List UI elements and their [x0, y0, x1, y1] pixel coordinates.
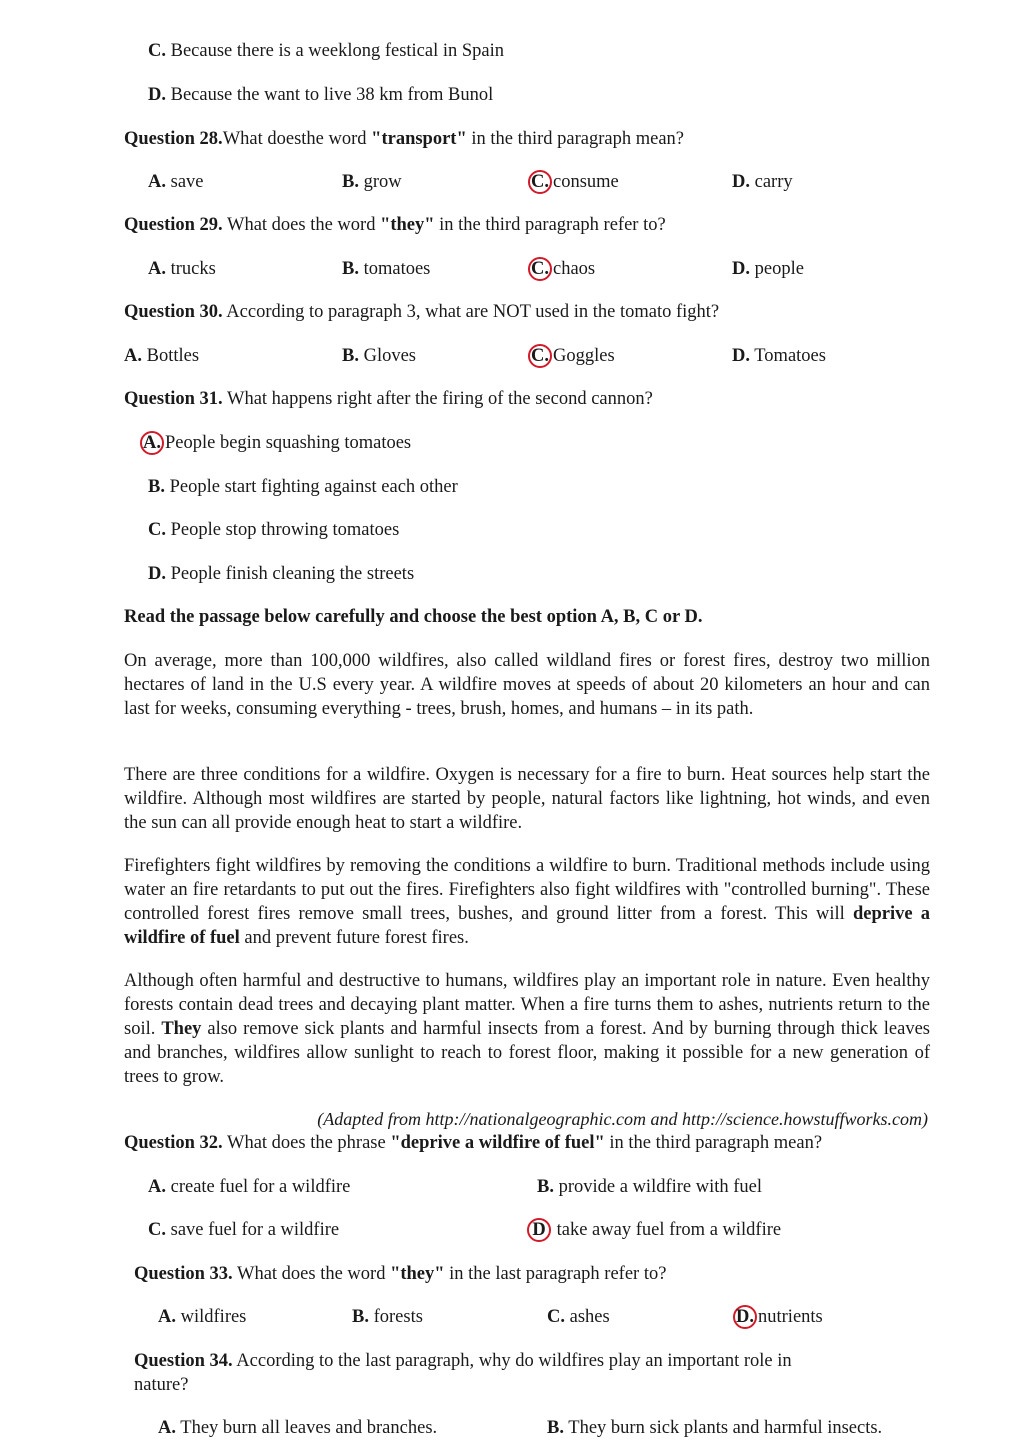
q31-option-d: D. People finish cleaning the streets	[148, 564, 415, 584]
q30-option-b: B. Gloves	[342, 346, 417, 366]
q31-option-b: B. People start fighting against each other	[148, 477, 458, 497]
q28-option-a: A. save	[148, 172, 204, 192]
reading-instruction: Read the passage below carefully and choose the best option A, B, C or D.	[124, 607, 703, 627]
answer-circle-mark: C.	[528, 257, 552, 281]
q34-question-line-1: Question 34. According to the last paragraph, why do wildfires play an important role in	[134, 1351, 792, 1371]
q30-option-a: A. Bottles	[124, 346, 200, 366]
q29-option-a: A. trucks	[148, 259, 216, 279]
passage-paragraph-2: There are three conditions for a wildfire. Oxygen is necessary for a fire to burn. Heat sources help start the wildfire. Although most wildfires are started by people, natural factors like lightning, hot winds, and even the sun can all provide enough heat to start a wildfire.	[124, 765, 930, 833]
q30-option-c-selected: C. Goggles	[532, 344, 615, 368]
passage-paragraph-3: Firefighters fight wildfires by removing the conditions a wildfire to burn. Traditional methods include using water an fire retardants to put out the fires. Firefighters also fight wildfires with "controlled burning". These controlled forest fires remove small trees, bushes, and ground litter from a forest. This will deprive a wildfire of fuel and prevent future forest fires.	[124, 856, 930, 948]
q32-question: Question 32. What does the phrase "deprive a wildfire of fuel" in the third paragraph mean?	[124, 1133, 823, 1153]
q33-option-d-selected: D. nutrients	[737, 1305, 823, 1329]
q32-option-c: C. save fuel for a wildfire	[148, 1220, 340, 1240]
q31-option-a-selected: A. People begin squashing tomatoes	[144, 431, 411, 455]
q34-option-b: B. They burn sick plants and harmful insects.	[547, 1418, 883, 1438]
q33-option-c: C. ashes	[547, 1307, 610, 1327]
answer-circle-mark: A.	[140, 431, 164, 455]
q32-option-b: B. provide a wildfire with fuel	[537, 1177, 763, 1197]
q33-question: Question 33. What does the word "they" in the last paragraph refer to?	[134, 1264, 667, 1284]
q32-option-d-selected: D take away fuel from a wildfire	[531, 1218, 781, 1242]
answer-circle-mark: D	[527, 1218, 551, 1242]
q29-question: Question 29. What does the word "they" in the third paragraph refer to?	[124, 215, 666, 235]
q34-option-a: A. They burn all leaves and branches.	[158, 1418, 438, 1438]
q28-question: Question 28.What doesthe word "transport" in the third paragraph mean?	[124, 129, 685, 149]
q34-question-line-2: nature?	[134, 1375, 189, 1395]
passage-paragraph-1: On average, more than 100,000 wildfires, also called wildland fires or forest fires, destroy two million hectares of land in the U.S every year. A wildfire moves at speeds of about 20 kilometers an hour and can last for weeks, consuming everything - trees, brush, homes, and humans – in its path.	[124, 651, 930, 719]
q28-option-c-selected: C. consume	[532, 170, 619, 194]
answer-circle-mark: D.	[733, 1305, 757, 1329]
answer-circle-mark: C.	[528, 344, 552, 368]
answer-circle-mark: C.	[528, 170, 552, 194]
q30-question: Question 30. According to paragraph 3, what are NOT used in the tomato fight?	[124, 302, 720, 322]
q31-option-c: C. People stop throwing tomatoes	[148, 520, 400, 540]
q28-option-d: D. carry	[732, 172, 793, 192]
q27-option-d: D. Because the want to live 38 km from Bunol	[148, 85, 494, 105]
passage-source: (Adapted from http://nationalgeographic.com and http://science.howstuffworks.com)	[317, 1109, 928, 1129]
q33-option-b: B. forests	[352, 1307, 423, 1327]
passage-paragraph-4: Although often harmful and destructive to humans, wildfires play an important role in nature. Even healthy forests contain dead trees and decaying plant matter. When a fire turns them to ashes, nutrients return to the soil. They also remove sick plants and harmful insects from a forest. And by burning through thick leaves and branches, wildfires allow sunlight to reach to forest floor, making it possible for a new generation of trees to grow.	[124, 971, 931, 1087]
q27-option-c: C. Because there is a weeklong festical in Spain	[148, 41, 505, 61]
q29-option-c-selected: C. chaos	[532, 257, 595, 281]
q32-option-a: A. create fuel for a wildfire	[148, 1177, 351, 1197]
q29-option-d: D. people	[732, 259, 804, 279]
q28-option-b: B. grow	[342, 172, 402, 192]
q29-option-b: B. tomatoes	[342, 259, 431, 279]
q31-question: Question 31. What happens right after the firing of the second cannon?	[124, 389, 653, 409]
q33-option-a: A. wildfires	[158, 1307, 247, 1327]
q30-option-d: D. Tomatoes	[732, 346, 826, 366]
